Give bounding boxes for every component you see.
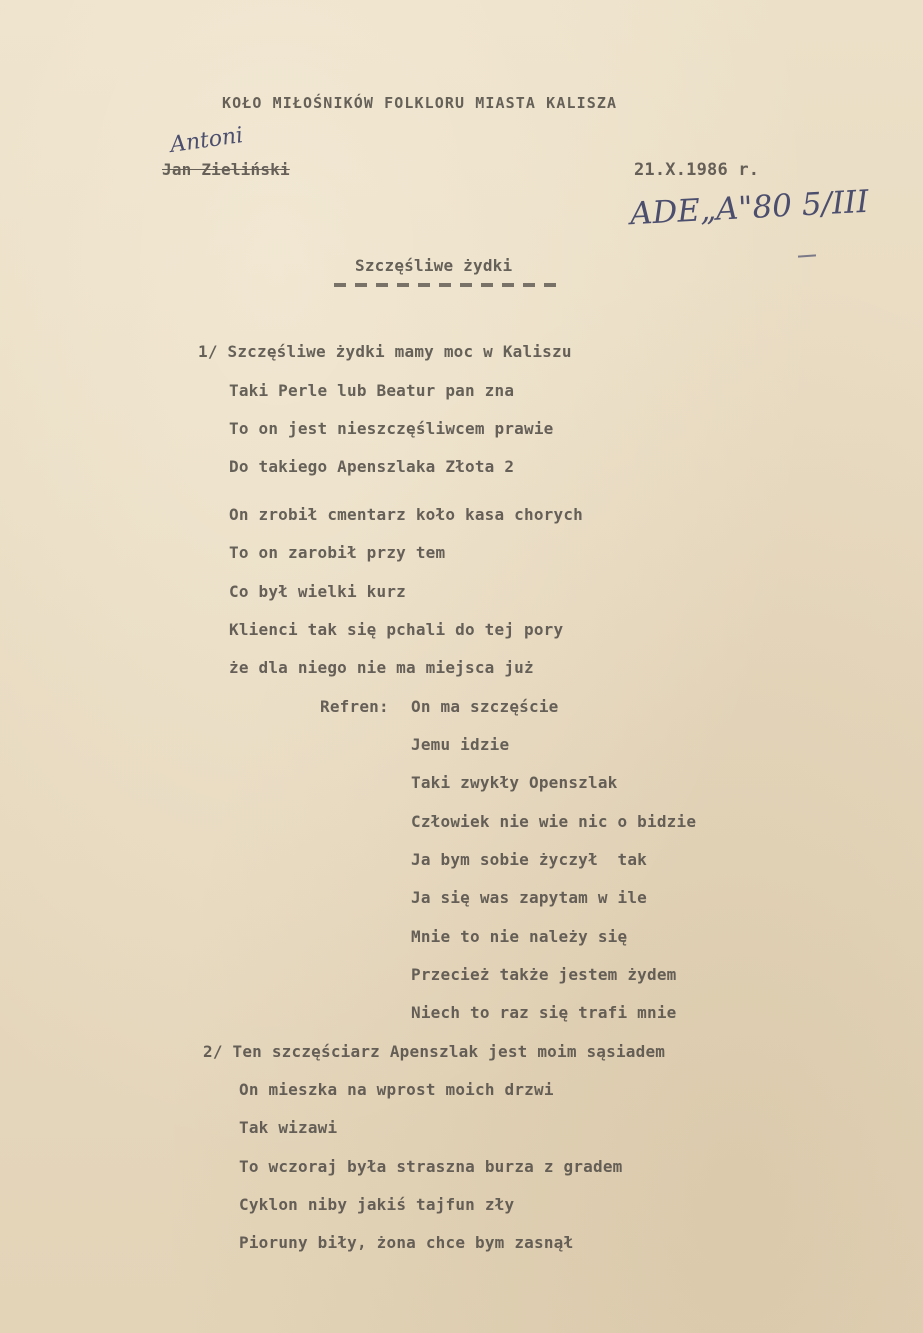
verse2-line: Pioruny biły, żona chce bym zasnął bbox=[239, 1233, 574, 1252]
verse1-line: To on zarobił przy tem bbox=[229, 543, 446, 562]
refrain-line: Taki zwykły Openszlak bbox=[411, 773, 618, 792]
refrain-line: Ja bym sobie życzył tak bbox=[411, 850, 647, 869]
song-title: Szczęśliwe żydki bbox=[355, 256, 513, 275]
verse2-line: To wczoraj była straszna burza z gradem bbox=[239, 1157, 623, 1176]
title-underline bbox=[334, 283, 556, 287]
verse1-line: To on jest nieszczęśliwcem prawie bbox=[229, 419, 554, 438]
refrain-line: Mnie to nie należy się bbox=[411, 927, 628, 946]
verse1-line: Klienci tak się pchali do tej pory bbox=[229, 620, 564, 639]
verse1-line: 1/ Szczęśliwe żydki mamy moc w Kaliszu bbox=[198, 342, 572, 361]
refrain-label: Refren: bbox=[320, 697, 389, 716]
verse2-line: 2/ Ten szczęściarz Apenszlak jest moim sąsiadem bbox=[203, 1042, 666, 1061]
handwritten-author-name: Antoni bbox=[168, 123, 245, 158]
verse1-line: Taki Perle lub Beatur pan zna bbox=[229, 381, 515, 400]
verse1-line: On zrobił cmentarz koło kasa chorych bbox=[229, 505, 583, 524]
verse2-line: Cyklon niby jakiś tajfun zły bbox=[239, 1195, 515, 1214]
refrain-line: Przecież także jestem żydem bbox=[411, 965, 677, 984]
refrain-line: Ja się was zapytam w ile bbox=[411, 888, 647, 907]
typed-author-name: Jan Zieliński bbox=[162, 160, 290, 179]
refrain-line: Jemu idzie bbox=[411, 735, 510, 754]
archive-reference: ADE„A"80 5/III bbox=[629, 183, 870, 233]
verse1-line: Co był wielki kurz bbox=[229, 582, 406, 601]
archive-reference-underline bbox=[798, 254, 816, 257]
verse2-line: Tak wizawi bbox=[239, 1118, 338, 1137]
refrain-line: Człowiek nie wie nic o bidzie bbox=[411, 812, 697, 831]
verse2-line: On mieszka na wprost moich drzwi bbox=[239, 1080, 554, 1099]
refrain-line: Niech to raz się trafi mnie bbox=[411, 1003, 677, 1022]
verse1-line: że dla niego nie ma miejsca już bbox=[229, 658, 534, 677]
document-date: 21.X.1986 r. bbox=[634, 160, 760, 180]
organization-heading: KOŁO MIŁOŚNIKÓW FOLKLORU MIASTA KALISZA bbox=[222, 94, 618, 112]
refrain-line: On ma szczęście bbox=[411, 697, 559, 716]
verse1-line: Do takiego Apenszlaka Złota 2 bbox=[229, 457, 515, 476]
